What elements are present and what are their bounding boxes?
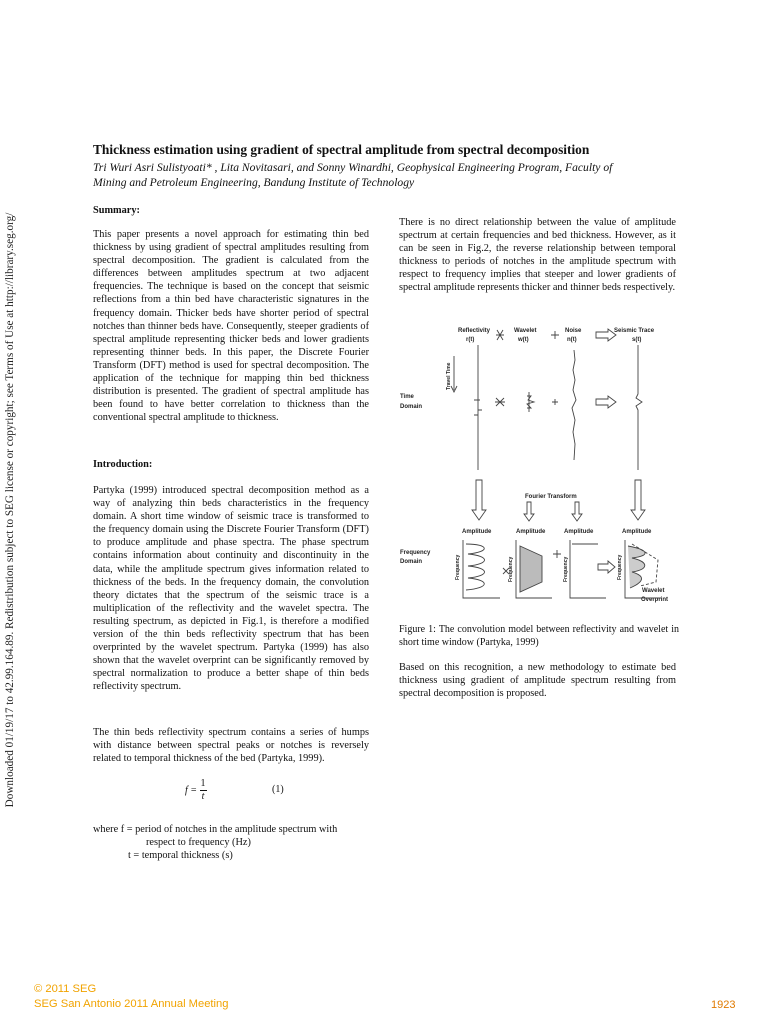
equation-denominator: t [201, 791, 205, 802]
authors-line-1: Tri Wuri Asri Sulistyoati* , Lita Novitasari, and Sonny Winardhi, Geophysical Engineering Program, Faculty of [93, 161, 613, 174]
label-wavelet-overprint-2: Overprint [641, 597, 669, 603]
label-domain: Domain [400, 404, 423, 410]
fourier-arrow-4 [631, 480, 645, 520]
definition-line-1: where f = period of notches in the amplitude spectrum with [93, 824, 338, 835]
label-frequency-axis-2: Frequency [508, 556, 514, 582]
label-frequency-axis-1: Frequency [455, 554, 461, 580]
download-notice-text: Downloaded 01/19/17 to 42.99.164.89. Redistribution subject to SEG license or copyright; see Terms of Use at http://library.seg.org/ [4, 212, 16, 808]
label-amplitude-1: Amplitude [462, 529, 492, 535]
right-paragraph-2: Based on this recognition, a new methodology to estimate bed thickness using gradient of amplitude spectrum resulting from spectral decomposition is proposed. [399, 662, 676, 700]
equation-lhs: f = [185, 784, 198, 796]
equation-numerator: 1 [200, 778, 206, 789]
convolution-symbol-mid [495, 398, 505, 406]
noise-trace [572, 350, 576, 460]
plus-symbol-top [551, 331, 559, 339]
label-reflectivity: Reflectivity [458, 328, 491, 334]
fourier-arrow-2 [524, 502, 534, 521]
fourier-arrow-3 [572, 502, 582, 521]
convolution-symbol-top [496, 330, 504, 340]
definition-line-3: t = temporal thickness (s) [128, 850, 233, 861]
summary-paragraph: This paper presents a novel approach for estimating thin bed thickness by using gradient of spectral amplitudes resulting from spectral decomposition. The gradient is calculated from the differences between amplitudes spectrum at two adjacent frequencies. The technique is based on the concept that seismic reflections from a thin bed have characteristic signatures in the frequency domain. Thicker beds have shorter period of spectral notches than thinner beds have. Consequently, steeper gradients of spectral amplitude representing thicker beds and lower gradients representing thinner beds. In this paper, the Discrete Fourier Transform (DFT) method is used for spectral decomposition. The application of the technique for mapping thin bed thickness distribution is presented. The gradient of spectral amplitude has been found to have better correlation to thickness than the conventional spectral amplitude to thickness. [93, 229, 369, 424]
equation-number: (1) [272, 784, 284, 795]
plus-symbol-mid [552, 399, 558, 405]
label-frequency-axis-3: Frequency [563, 556, 569, 582]
arrow-bottom [598, 561, 615, 573]
label-frequency-axis-4: Frequency [617, 554, 623, 580]
label-w-t: w(t) [518, 337, 529, 343]
reflectivity-spectrum [466, 544, 485, 590]
paper-title: Thickness estimation using gradient of spectral amplitude from spectral decomposition [93, 142, 590, 157]
definition-line-2: respect to frequency (Hz) [146, 837, 251, 848]
label-amplitude-3: Amplitude [564, 529, 594, 535]
right-paragraph-1: There is no direct relationship between the value of amplitude spectrum at certain frequencies and bed thickness. However, as it can be seen in Fig.2, the reverse relationship between temporal thickness to periods of notches in the amplitude spectrum with respect to frequency implies that steeper and lower gradients of spectral amplitude represents thicker and thinner beds respectively. [399, 217, 676, 294]
label-s-t: s(t) [632, 337, 642, 343]
wavelet-spectrum [520, 546, 542, 592]
summary-heading: Summary: [93, 205, 140, 216]
label-seismic-trace: Seismic Trace [614, 328, 655, 334]
equation-fraction [200, 778, 207, 803]
label-r-t: r(t) [466, 337, 475, 343]
fourier-arrow-1 [472, 480, 486, 520]
page-number: 1923 [711, 999, 736, 1011]
label-travel-time: Travel Time [446, 362, 452, 390]
label-frequency-domain-1: Frequency [400, 550, 431, 556]
reflectivity-trace [474, 345, 482, 470]
introduction-heading: Introduction: [93, 459, 153, 470]
author-affiliation [93, 160, 683, 190]
axes-panel-3 [570, 540, 606, 598]
seismic-spectrum [628, 546, 645, 588]
label-time: Time [400, 394, 414, 400]
plus-symbol-bottom [553, 550, 561, 558]
figure-1-caption: Figure 1: The convolution model between reflectivity and wavelet in short time window (Partyka, 1999) [399, 624, 679, 648]
equation-1 [185, 778, 207, 803]
label-noise: Noise [565, 328, 582, 334]
arrow-top [596, 329, 616, 341]
arrow-mid [596, 396, 616, 408]
label-amplitude-2: Amplitude [516, 529, 546, 535]
introduction-paragraph-1: Partyka (1999) introduced spectral decomposition method as a way of analyzing thin beds characteristics in the frequency domain. A short time window of seismic trace is transformed to the frequency domain using the Discrete Fourier Transform (DFT) to produce amplitude and phase spectra. The phase spectrum contains information about continuity and discontinuity in the data, while the amplitude spectrum gives information related to thickness of the beds. In the frequency domain, the convolution theory dictates that the spectrum of the seismic trace is a multiplication of the reflectivity and the wavelet spectra. The resulting spectrum, as depicted in Fig.1, is therefore a modified version of the thin beds reflectivity spectrum that has been overprinted by the wavelet spectrum. Partyka (1999) has also shown that the wavelet overprint can be significantly removed by spectral normalization to produce a better shape of thin beds reflectivity spectrum. [93, 485, 369, 693]
convolution-model-diagram [400, 320, 676, 612]
label-fourier-transform: Fourier Transform [525, 494, 577, 500]
label-wavelet-overprint-1: Wavelet [642, 588, 665, 594]
label-frequency-domain-2: Domain [400, 559, 423, 565]
download-notice [2, 165, 18, 855]
label-wavelet: Wavelet [514, 328, 537, 334]
introduction-paragraph-2: The thin beds reflectivity spectrum contains a series of humps with distance between spectral peaks or notches is reversely related to temporal thickness of the bed (Partyka, 1999). [93, 727, 369, 765]
figure-1 [400, 320, 676, 612]
label-n-t: n(t) [567, 337, 577, 343]
equation-definitions [93, 823, 337, 862]
footer-copyright: © 2011 SEG [34, 983, 97, 995]
seismic-trace [636, 345, 642, 470]
footer-meeting: SEG San Antonio 2011 Annual Meeting [34, 998, 229, 1010]
authors-line-2: Mining and Petroleum Engineering, Bandung Institute of Technology [93, 176, 415, 189]
wavelet-trace [527, 392, 534, 412]
label-amplitude-4: Amplitude [622, 529, 652, 535]
